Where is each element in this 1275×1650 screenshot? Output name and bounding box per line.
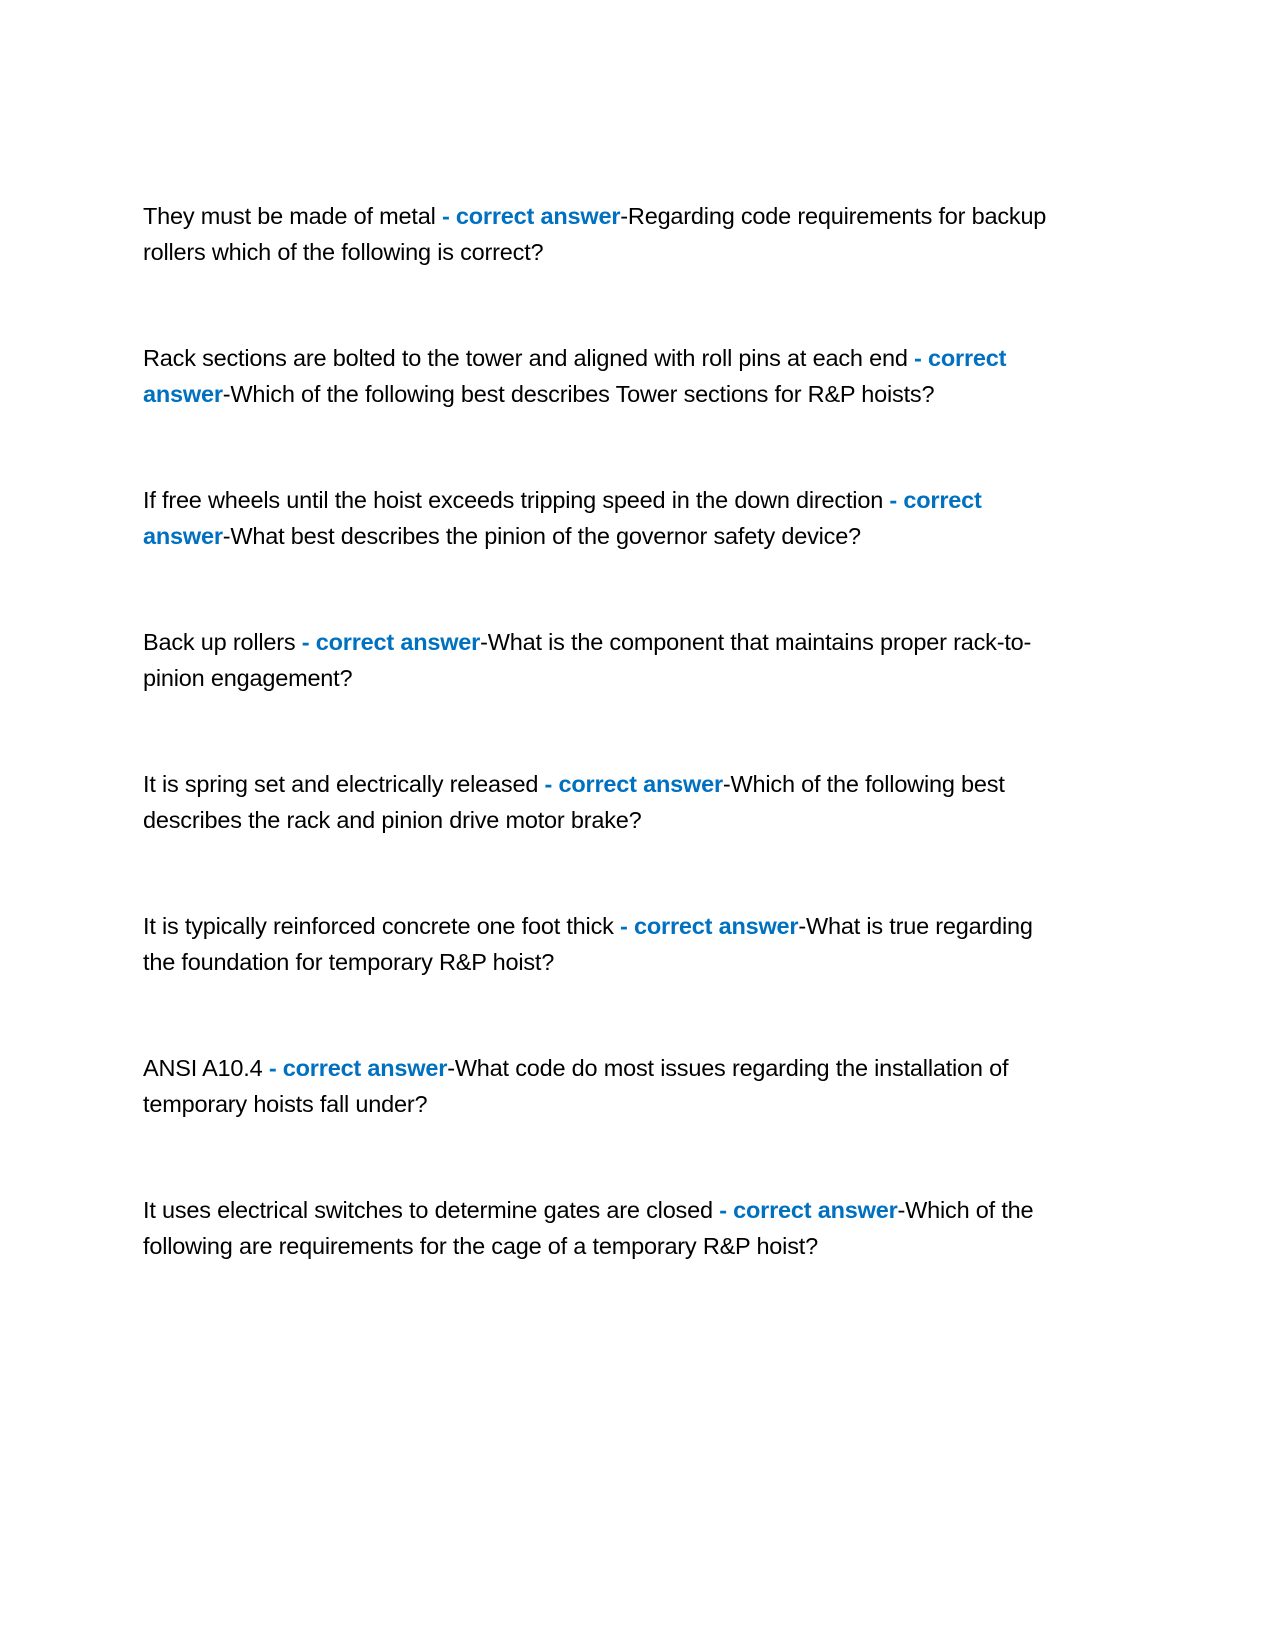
- qa-item: [143, 482, 1068, 554]
- answer-text: It is typically reinforced concrete one foot thick: [143, 913, 621, 939]
- question-text: -What code do most issues regarding the installation of temporary hoists fall under?: [143, 1055, 1009, 1117]
- qa-item: [143, 908, 1068, 980]
- qa-item: [143, 624, 1068, 696]
- question-text: -Which of the following best describes the rack and pinion drive motor brake?: [143, 771, 1005, 833]
- correct-answer-label: - correct answer: [544, 771, 723, 797]
- question-text: -What is true regarding the foundation for temporary R&P hoist?: [143, 913, 1033, 975]
- correct-answer-label: - correct answer: [301, 629, 481, 655]
- qa-item: [143, 1050, 1068, 1122]
- correct-answer-label: - correct answer: [143, 487, 982, 549]
- correct-answer-label: - correct answer: [719, 1197, 898, 1223]
- question-text: -Regarding code requirements for backup rollers which of the following is correct?: [143, 203, 1047, 265]
- question-text: -Which of the following are requirements for the cage of a temporary R&P hoist?: [143, 1197, 1034, 1259]
- correct-answer-label: - correct answer: [620, 913, 799, 939]
- question-text: -What is the component that maintains proper rack-to-pinion engagement?: [143, 629, 1032, 691]
- document-page: [143, 198, 1068, 1334]
- answer-text: Back up rollers: [143, 629, 302, 655]
- correct-answer-label: - correct answer: [143, 345, 1007, 407]
- answer-text: They must be made of metal: [143, 203, 442, 229]
- answer-text: It is spring set and electrically released: [143, 771, 545, 797]
- question-text: -What best describes the pinion of the governor safety device?: [222, 523, 861, 549]
- correct-answer-label: - correct answer: [441, 203, 621, 229]
- qa-item: [143, 766, 1068, 838]
- answer-text: It uses electrical switches to determine gates are closed: [143, 1197, 720, 1223]
- answer-text: ANSI A10.4: [143, 1055, 269, 1081]
- qa-item: [143, 1192, 1068, 1264]
- qa-item: [143, 340, 1068, 412]
- question-text: -Which of the following best describes Tower sections for R&P hoists?: [222, 381, 935, 407]
- correct-answer-label: - correct answer: [268, 1055, 448, 1081]
- answer-text: If free wheels until the hoist exceeds tripping speed in the down direction: [143, 487, 890, 513]
- answer-text: Rack sections are bolted to the tower and aligned with roll pins at each end: [143, 345, 915, 371]
- qa-item: [143, 198, 1068, 270]
